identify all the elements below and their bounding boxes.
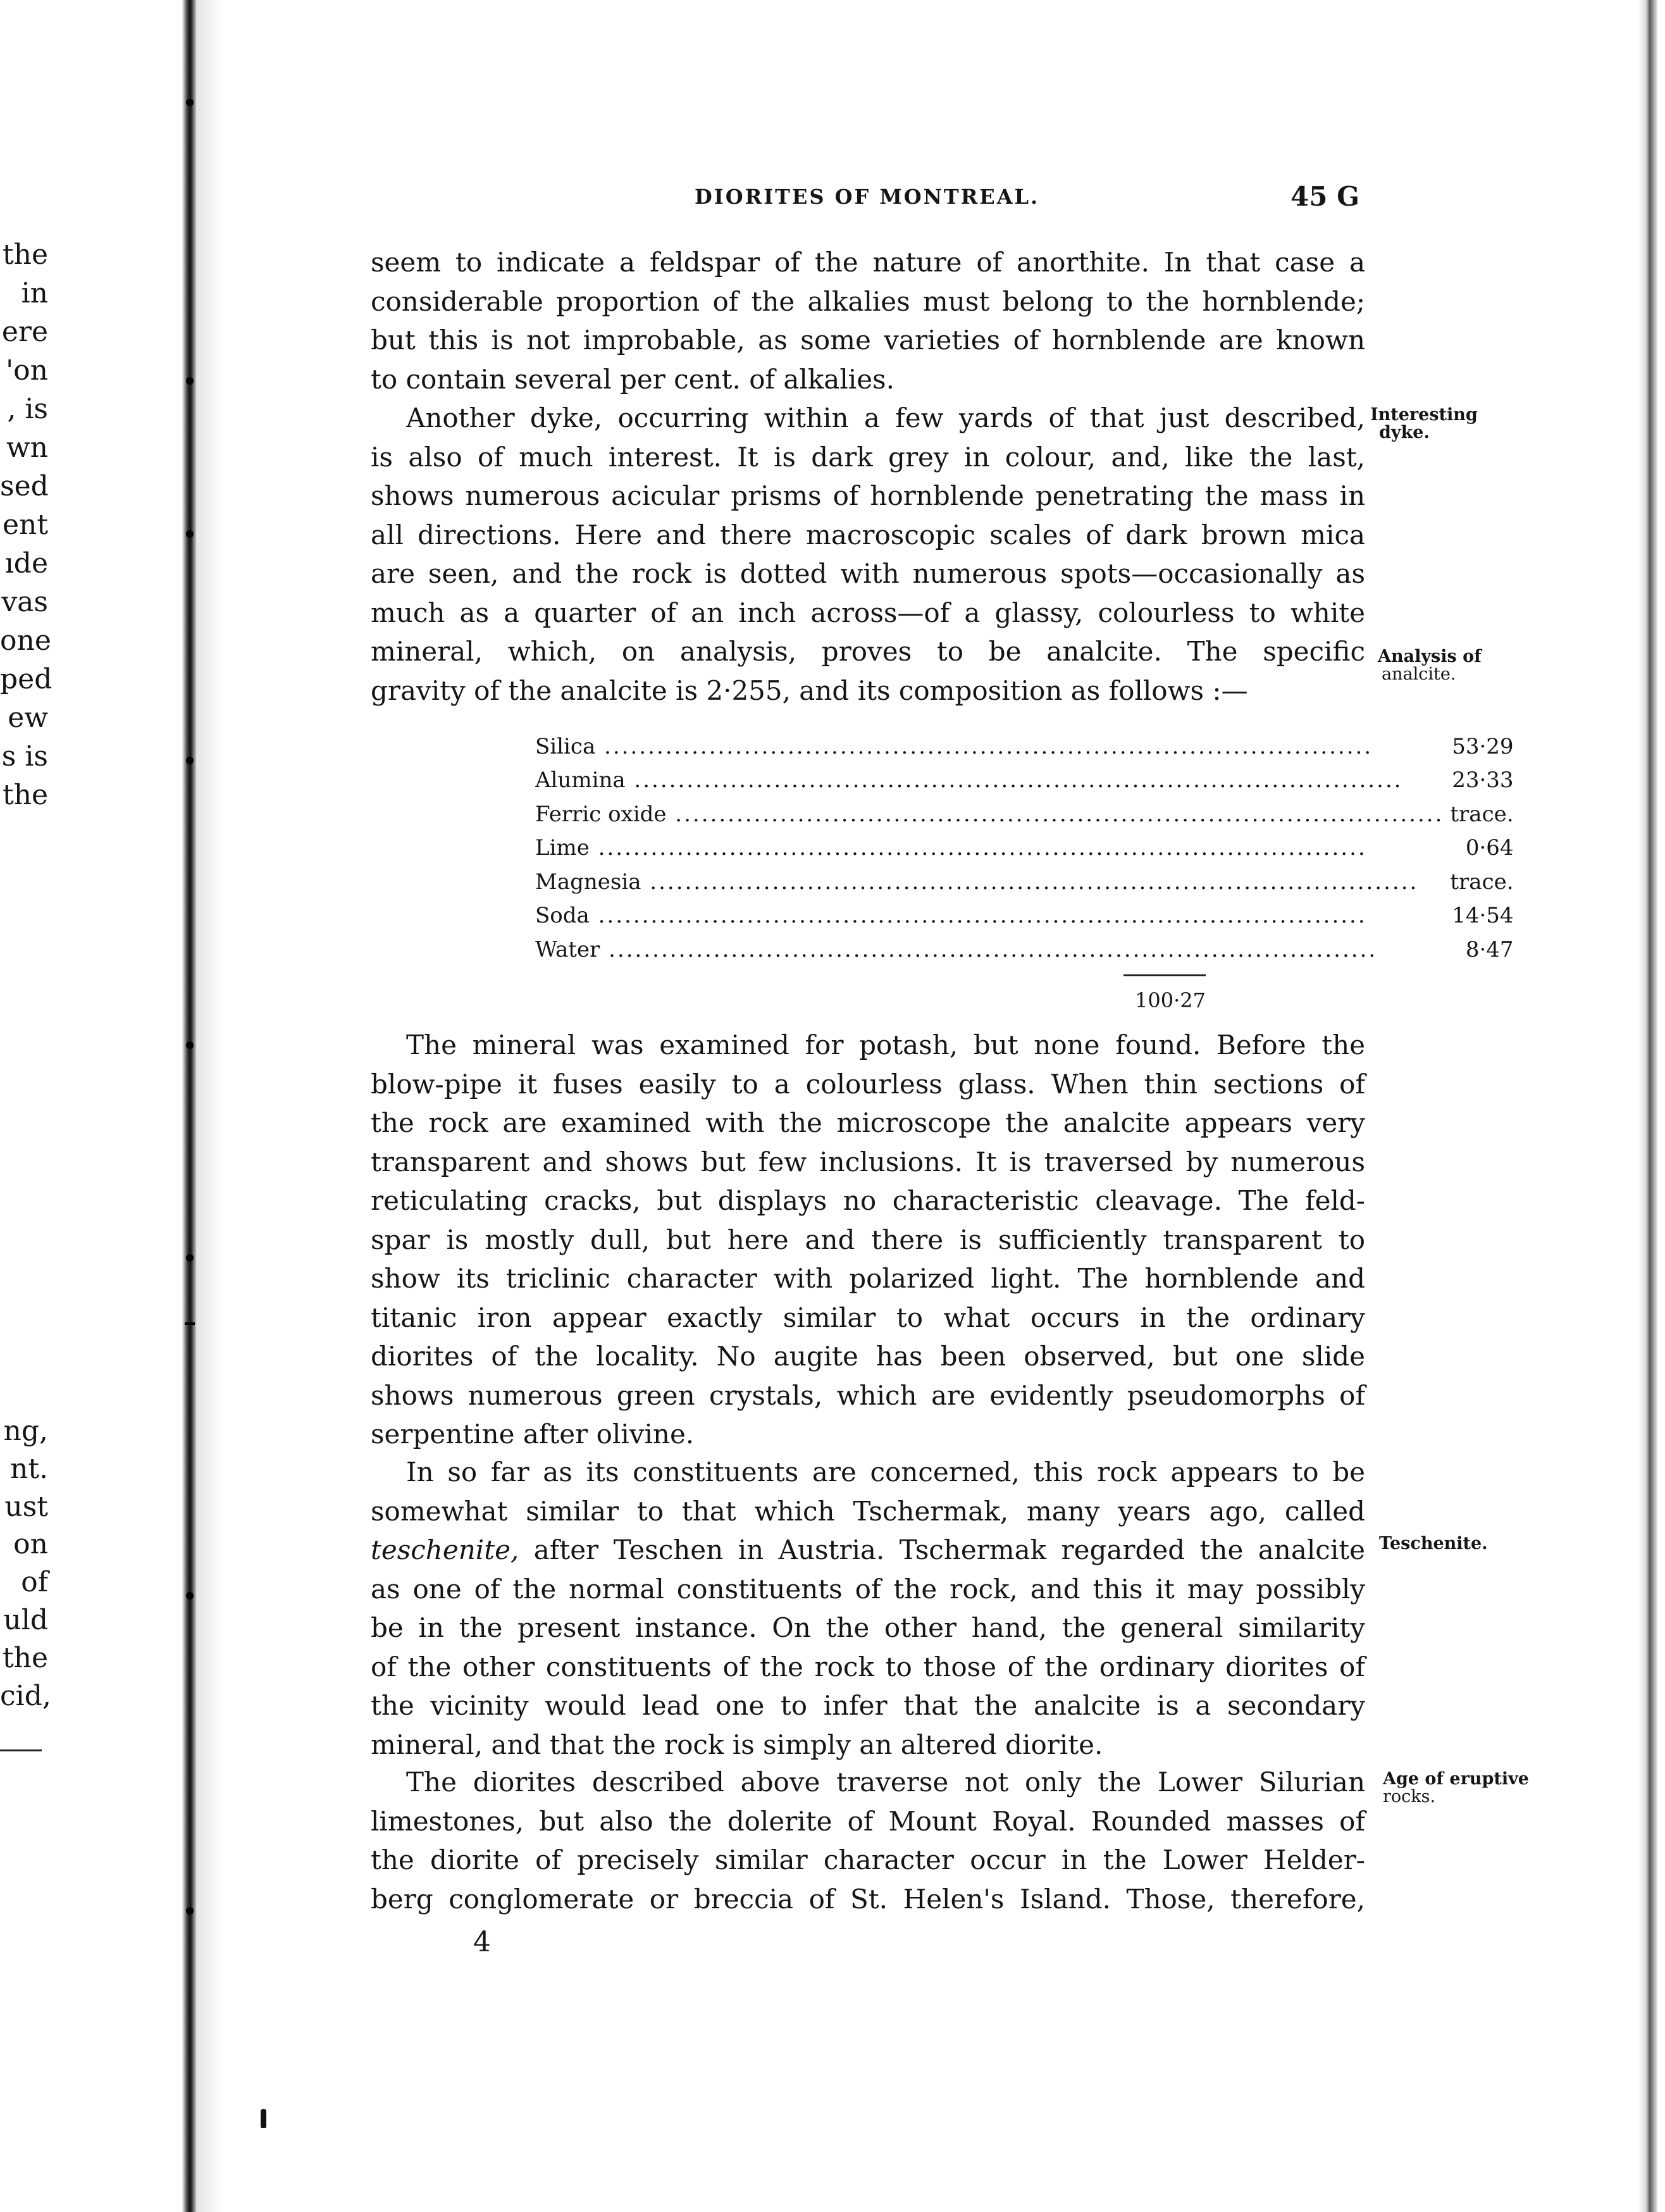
component-name: Soda ..... bbox=[535, 899, 1444, 933]
text-line: shows numerous green crystals, which are evidently pseudomorphs of bbox=[371, 1379, 1365, 1411]
text-line: spar is mostly dull, but here and there is sufficiently transparent to bbox=[371, 1224, 1365, 1255]
text-line: berg conglomerate or breccia of St. Helen's Island. Those, therefore, bbox=[371, 1883, 1365, 1915]
text-line: The mineral was examined for potash, but none found. Before the bbox=[406, 1029, 1365, 1060]
italic-term: teschenite, bbox=[371, 1534, 519, 1565]
component-name: Lime ..... bbox=[535, 831, 1444, 866]
analysis-row bbox=[535, 797, 1514, 831]
binding-gutter bbox=[182, 0, 197, 2212]
text-line: The diorites described above traverse not only the Lower Silurian bbox=[406, 1767, 1365, 1798]
text-line: limestones, but also the dolerite of Mount Royal. Rounded masses of bbox=[371, 1805, 1365, 1837]
text-line: of the other constituents of the rock to those of the ordinary diorites of bbox=[371, 1651, 1365, 1682]
sidenote-age-of-eruptive-rocks bbox=[1383, 1770, 1529, 1806]
component-value: trace. bbox=[1450, 801, 1514, 827]
binding-stitch bbox=[186, 530, 194, 538]
analysis-table bbox=[535, 730, 1514, 967]
text-line bbox=[371, 1531, 1365, 1570]
binding-stitch bbox=[186, 1592, 194, 1600]
left-page-fragment: one bbox=[0, 624, 51, 657]
total-rule bbox=[1123, 974, 1206, 976]
component-value: 8·47 bbox=[1465, 936, 1514, 962]
gutter-shadow bbox=[197, 0, 223, 2212]
sidenote-line: dyke. bbox=[1379, 423, 1430, 442]
analysis-row bbox=[535, 899, 1514, 933]
sidenote-line: rocks. bbox=[1383, 1787, 1436, 1806]
signature-mark: 4 bbox=[473, 1926, 491, 1958]
left-page-fragment: uld bbox=[3, 1603, 48, 1636]
text-line: all directions. Here and there macroscopic scales of dark brown mica bbox=[371, 519, 1365, 550]
text-line: the rock are examined with the microscope the analcite appears very bbox=[371, 1107, 1365, 1138]
analysis-row bbox=[535, 865, 1514, 899]
left-page-fragment: 'on bbox=[6, 354, 48, 387]
paragraph-4 bbox=[371, 1453, 1365, 1764]
left-page-fragment: cid, bbox=[0, 1679, 51, 1712]
text-line: shows numerous acicular prisms of hornblende penetrating the mass in bbox=[371, 480, 1365, 511]
sidenote-analysis-of-analcite bbox=[1378, 648, 1482, 683]
text-line: diorites of the locality. No augite has been observed, but one slide bbox=[371, 1341, 1365, 1372]
text-line: is also of much interest. It is dark grey in colour, and, like the last, bbox=[371, 441, 1365, 473]
sidenote-line: Age of eruptive bbox=[1383, 1769, 1529, 1789]
left-page-fragments-upper bbox=[0, 235, 53, 814]
left-page-fragment: vas bbox=[1, 586, 48, 618]
left-page-fragments-lower bbox=[0, 1412, 51, 1715]
binding-stitch bbox=[186, 757, 194, 764]
text-line: mineral, which, on analysis, proves to be analcite. The specific bbox=[371, 636, 1365, 667]
binding-stitch bbox=[186, 377, 194, 385]
paragraph-2 bbox=[371, 399, 1365, 710]
ink-mark bbox=[261, 2109, 266, 2128]
component-value: 0·64 bbox=[1465, 835, 1514, 861]
left-page-fragment: ew bbox=[8, 702, 48, 734]
text-line: mineral, and that the rock is simply an altered diorite. bbox=[371, 1729, 1103, 1760]
page-number: 45 G bbox=[1291, 181, 1359, 212]
binding-stitch bbox=[186, 99, 194, 106]
component-value: 53·29 bbox=[1452, 733, 1514, 759]
component-value: trace. bbox=[1450, 869, 1514, 895]
analysis-row bbox=[535, 831, 1514, 866]
left-page-fragment: wn bbox=[6, 432, 48, 464]
left-page-fragment: in bbox=[21, 277, 48, 309]
sidenote-interesting-dyke bbox=[1370, 406, 1478, 442]
text-line: are seen, and the rock is dotted with numerous spots—occasionally as bbox=[371, 558, 1365, 589]
text-line: serpentine after olivine. bbox=[371, 1419, 695, 1450]
text-line-rest: after Teschen in Austria. Tschermak regarded the analcite bbox=[519, 1534, 1365, 1565]
component-value: 14·54 bbox=[1452, 903, 1514, 929]
sidenote-line: Teschenite. bbox=[1379, 1534, 1488, 1553]
left-page-fragment: ere bbox=[1, 316, 48, 348]
left-page-fragment: , is bbox=[7, 393, 48, 425]
text-line: Another dyke, occurring within a few yards of that just described, bbox=[406, 402, 1365, 433]
text-line: much as a quarter of an inch across—of a glassy, colourless to white bbox=[371, 597, 1365, 628]
component-name: Ferric oxide ..... bbox=[535, 797, 1444, 831]
left-page-fragment: sed bbox=[0, 470, 49, 502]
analysis-row bbox=[535, 764, 1514, 798]
text-line: the vicinity would lead one to infer that the analcite is a secondary bbox=[371, 1690, 1365, 1721]
sidenote-teschenite bbox=[1379, 1535, 1488, 1553]
text-line: blow-pipe it fuses easily to a colourless glass. When thin sections of bbox=[371, 1068, 1365, 1100]
text-line: titanic iron appear exactly similar to what occurs in the ordinary bbox=[371, 1302, 1365, 1333]
left-page-fragment: the bbox=[2, 779, 48, 811]
left-page-rule bbox=[0, 1749, 42, 1751]
sidenote-line: analcite. bbox=[1382, 664, 1456, 684]
analysis-row bbox=[535, 933, 1514, 967]
text-line: transparent and shows but few inclusions. It is traversed by numerous bbox=[371, 1146, 1365, 1177]
text-line: considerable proportion of the alkalies must belong to the hornblende; bbox=[371, 285, 1365, 317]
running-head: DIORITES OF MONTREAL. bbox=[695, 185, 1040, 209]
sidenote-line: Interesting bbox=[1370, 405, 1478, 425]
left-page-fragment: ng, bbox=[3, 1415, 48, 1447]
paragraph-3 bbox=[371, 1026, 1365, 1454]
left-page-fragment: nt. bbox=[9, 1452, 48, 1485]
text-line: seem to indicate a feldspar of the nature of anorthite. In that case a bbox=[371, 247, 1365, 278]
left-page-fragment: the bbox=[2, 1641, 48, 1674]
text-line: In so far as its constituents are concerned, this rock appears to be bbox=[406, 1457, 1365, 1488]
left-page-fragment: ıde bbox=[4, 547, 48, 580]
paragraph-5 bbox=[371, 1763, 1365, 1918]
component-value: 23·33 bbox=[1452, 767, 1514, 793]
left-page-fragment: of bbox=[21, 1566, 48, 1599]
text-line: gravity of the analcite is 2·255, and its composition as follows :— bbox=[371, 674, 1248, 706]
page-edge bbox=[1638, 0, 1657, 2212]
text-line: the diorite of precisely similar character occur in the Lower Helder- bbox=[371, 1844, 1365, 1875]
component-name: Silica ..... bbox=[535, 730, 1444, 764]
left-page-fragment: ped bbox=[0, 663, 53, 695]
binding-stitch bbox=[186, 1907, 194, 1915]
text-line: show its triclinic character with polarized light. The hornblende and bbox=[371, 1263, 1365, 1294]
component-name: Alumina ..... bbox=[535, 764, 1444, 798]
left-page-fragment: on bbox=[13, 1528, 48, 1561]
text-line: to contain several per cent. of alkalies. bbox=[371, 363, 894, 395]
binding-stitch bbox=[186, 1041, 194, 1049]
text-line: as one of the normal constituents of the rock, and this it may possibly bbox=[371, 1573, 1365, 1605]
paragraph-1 bbox=[371, 243, 1365, 399]
text-line: somewhat similar to that which Tschermak, many years ago, called bbox=[371, 1495, 1365, 1527]
component-name: Water ..... bbox=[535, 933, 1444, 967]
binding-stitch bbox=[186, 1254, 194, 1262]
left-page-fragment: the bbox=[2, 239, 48, 271]
sidenote-line: Analysis of bbox=[1378, 647, 1482, 666]
component-name: Magnesia ..... bbox=[535, 865, 1444, 899]
left-page-fragment: s is bbox=[1, 740, 48, 773]
text-line: reticulating cracks, but displays no characteristic cleavage. The feld- bbox=[371, 1185, 1365, 1216]
binding-stitch bbox=[185, 1322, 195, 1325]
analysis-total: 100·27 bbox=[1135, 988, 1206, 1012]
left-page-fragment: ent bbox=[2, 509, 48, 541]
text-line: be in the present instance. On the other hand, the general similarity bbox=[371, 1612, 1365, 1643]
left-page-fragment: ust bbox=[4, 1490, 48, 1523]
analysis-row bbox=[535, 730, 1514, 764]
text-line: but this is not improbable, as some varieties of hornblende are known bbox=[371, 325, 1365, 356]
